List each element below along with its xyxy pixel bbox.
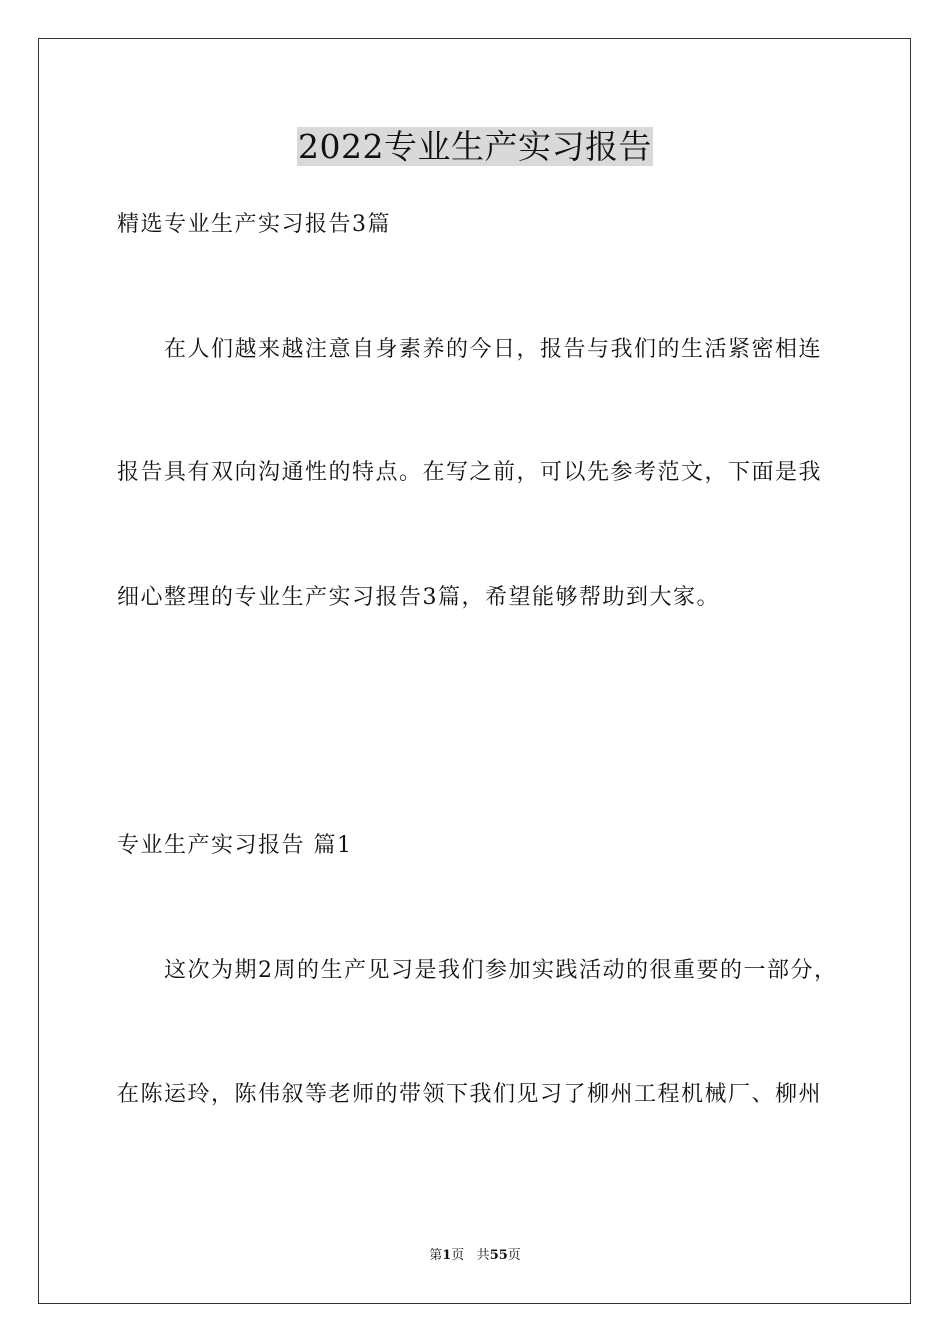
section-paragraph-line-2: 在陈运玲，陈伟叙等老师的带领下我们见习了柳州工程机械厂、柳州 <box>117 1082 823 1107</box>
section-paragraph-line-1: 这次为期2周的生产见习是我们参加实践活动的很重要的一部分， <box>164 958 838 983</box>
footer-page-number: 1 <box>442 1248 452 1263</box>
document-title-text: 2022专业生产实习报告 <box>298 127 652 166</box>
footer-total-pages: 55 <box>489 1248 508 1263</box>
footer-page-prefix: 第 <box>429 1248 443 1263</box>
intro-paragraph-line-1: 在人们越来越注意自身素养的今日，报告与我们的生活紧密相连 <box>164 337 823 362</box>
page-footer <box>0 1247 950 1265</box>
footer-total-prefix: 共 <box>476 1248 490 1263</box>
footer-total-suffix: 页 <box>507 1248 521 1263</box>
intro-paragraph-line-2: 报告具有双向沟通性的特点。在写之前，可以先参考范文，下面是我 <box>117 460 823 485</box>
footer-page-suffix: 页 <box>451 1248 465 1263</box>
document-subtitle: 精选专业生产实习报告3篇 <box>117 212 391 237</box>
document-title <box>0 122 950 172</box>
intro-paragraph-line-3: 细心整理的专业生产实习报告3篇，希望能够帮助到大家。 <box>117 585 720 610</box>
section-heading: 专业生产实习报告 篇1 <box>117 833 353 858</box>
